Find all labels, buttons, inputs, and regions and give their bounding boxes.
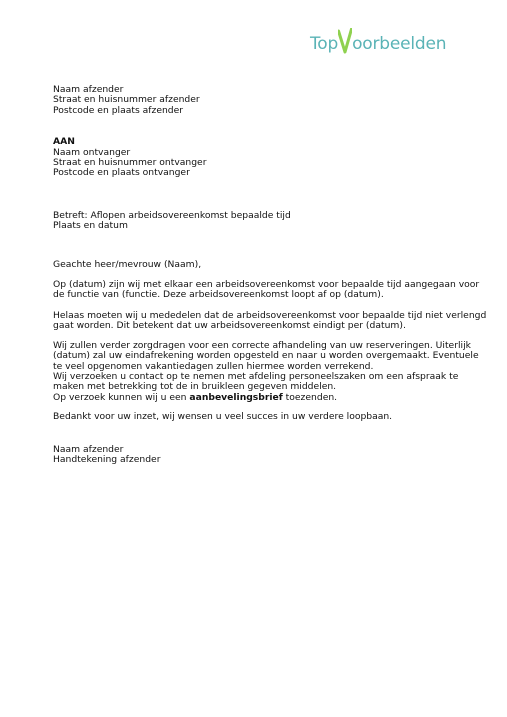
logo-v-mark-icon — [338, 28, 352, 54]
subject-block — [53, 211, 453, 232]
recipient-postcode: Postcode en plaats ontvanger — [53, 167, 190, 179]
recipient-label: AAN — [53, 136, 75, 148]
topvoorbeelden-logo — [310, 23, 446, 53]
paragraph-4-line-2: maken met betrekking tot de in bruikleen gegeven middelen. — [53, 381, 337, 393]
paragraph-3-line-2: (datum) zal uw eindafrekening worden opgesteld en naar u worden overgemaakt. Eventuele — [53, 350, 479, 362]
paragraph-5-line — [53, 393, 453, 403]
logo-text-top: Top — [310, 34, 339, 54]
logo-text-voorbeelden: oorbeelden — [352, 34, 447, 54]
paragraph-3-line-1: Wij zullen verder zorgdragen voor een correcte afhandeling van uw reserveringen. Uiterlijk — [53, 339, 471, 351]
paragraph-3-line-3: te veel opgenomen vakantiedagen zullen hiermee worden verrekend. — [53, 360, 374, 372]
sender-address — [53, 85, 453, 116]
paragraph-5-prefix: Op verzoek kunnen wij u een — [53, 391, 190, 403]
recipient-street: Straat en huisnummer ontvanger — [53, 157, 207, 169]
recipient-address — [53, 137, 453, 179]
closing-name: Naam afzender — [53, 443, 124, 455]
sender-street: Straat en huisnummer afzender — [53, 94, 200, 106]
paragraph-3 — [53, 339, 479, 372]
closing-signature: Handtekening afzender — [53, 453, 161, 465]
paragraph-4 — [53, 370, 459, 393]
subject-line: Betreft: Aflopen arbeidsovereenkomst bepaalde tijd — [53, 209, 291, 221]
paragraph-1 — [53, 279, 480, 301]
paragraph-1-line-2: de functie van (functie. Deze arbeidsovereenkomst loopt af op (datum). — [53, 289, 384, 301]
paragraph-5-suffix: toezenden. — [282, 391, 338, 403]
paragraph-2-line-2: gaat worden. Dit betekent dat uw arbeidsovereenkomst eindigt per (datum). — [53, 320, 406, 332]
sender-postcode: Postcode en plaats afzender — [53, 104, 184, 116]
paragraph-4-line-1: Wij verzoeken u contact op te nemen met afdeling personeelszaken om een afspraak te — [53, 370, 459, 382]
closing-block — [53, 445, 453, 466]
sender-name: Naam afzender — [53, 84, 124, 95]
paragraph-5 — [53, 393, 453, 403]
letter-body — [53, 84, 487, 465]
paragraph-1-line-1: Op (datum) zijn wij met elkaar een arbeidsovereenkomst voor bepaalde tijd aangegaan voor — [53, 279, 480, 291]
paragraph-2 — [53, 309, 487, 332]
recommendation-letter-term: aanbevelingsbrief — [189, 391, 283, 403]
paragraph-6-line-1: Bedankt voor uw inzet, wij wensen u veel succes in uw verdere loopbaan. — [53, 411, 393, 423]
salutation: Geachte heer/mevrouw (Naam), — [53, 258, 202, 270]
paragraph-2-line-1: Helaas moeten wij u mededelen dat de arbeidsovereenkomst voor bepaalde tijd niet verlengd — [53, 309, 487, 321]
recipient-name: Naam ontvanger — [53, 146, 131, 158]
paragraph-6 — [53, 412, 453, 422]
place-date-line: Plaats en datum — [53, 220, 128, 232]
